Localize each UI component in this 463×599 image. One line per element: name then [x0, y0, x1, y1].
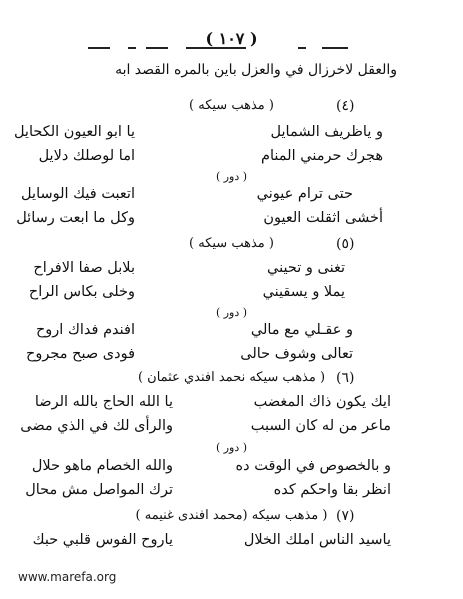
verse-left: يملا و يسقيني — [262, 284, 345, 300]
verse-left: تعالى وشوف حالى — [240, 346, 353, 362]
verse-left: ايك يكون ذاك المغضب — [253, 394, 391, 410]
section-title: ( مذهب سيكه ) — [189, 98, 274, 113]
section-title: ( مذهب سيكه ) — [189, 236, 274, 251]
dour-label: ( دور ) — [215, 441, 248, 454]
verse-right: يا الله الحاج بالله الرضا — [34, 394, 173, 410]
section-number: (٦) — [336, 370, 355, 386]
verse-right: وخلى بكاس الراح — [28, 284, 135, 300]
section-number: (٤) — [336, 98, 355, 114]
verse-left: تغنى و تحيني — [267, 260, 345, 276]
verse-right: اتعبت فيك الوسايل — [21, 186, 135, 202]
verse-right: بلابل صفا الافراح — [33, 260, 135, 276]
verse-right: ترك المواصل مش محال — [25, 482, 173, 498]
intro-line: والعقل لاخرزال في والعزل باين بالمره القصد ابه — [115, 62, 397, 78]
dour-label: ( دور ) — [215, 306, 248, 319]
verse-right: والله الخصام ماهو حلال — [31, 458, 173, 474]
page-number: ( ١٠٧ ) — [205, 29, 258, 48]
section-title: ( مذهب سيكه نحمد افندي عثمان ) — [137, 370, 326, 385]
verse-left: و ياظريف الشمايل — [270, 124, 383, 140]
verse-right: ياروح الفوس قلبي حبك — [32, 532, 173, 548]
verse-left: و عقـلي مع مالي — [250, 322, 353, 338]
verse-left: ماعر من له كان السبب — [250, 418, 391, 434]
verse-right: اما لوصلك دلايل — [38, 148, 135, 164]
verse-left: و بالخصوص في الوقت ده — [235, 458, 391, 474]
dour-label: ( دور ) — [215, 170, 248, 183]
verse-right: وكل ما ابعت رسائل — [16, 210, 135, 226]
section-number: (٧) — [336, 508, 355, 524]
verse-left: أخشى اثقلت العيون — [263, 210, 383, 226]
verse-left: انظر بقا واحكم كده — [273, 482, 391, 498]
verse-right: والرأى لك في الذي مضى — [20, 418, 173, 434]
verse-right: افندم فداك اروح — [35, 322, 135, 338]
footer-website: www.marefa.org — [18, 570, 117, 584]
verse-left: ياسيد الناس املك الخلال — [243, 532, 391, 548]
verse-right: فودى صبح مجروح — [26, 346, 135, 362]
section-title: ( مذهب سيكه (محمد افندى غنيمه ) — [135, 508, 328, 523]
verse-left: حتى ترام عيوني — [256, 186, 353, 202]
section-number: (٥) — [336, 236, 355, 252]
verse-right: يا ابو العيون الكحايل — [13, 124, 135, 140]
verse-left: هجرك حرمني المنام — [261, 148, 383, 164]
